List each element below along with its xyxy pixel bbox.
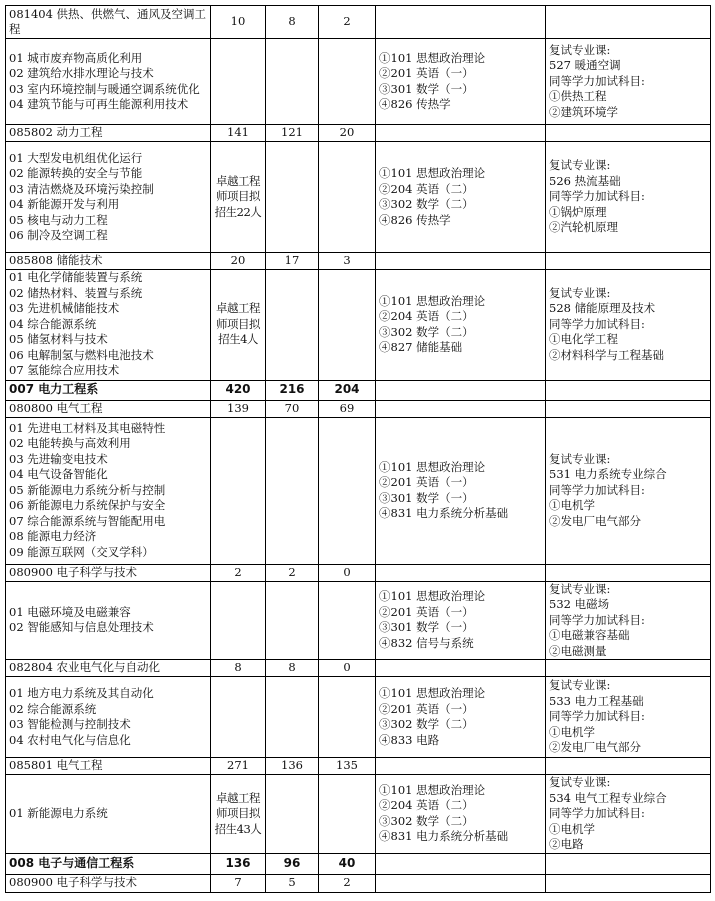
exam-subjects-line: ②201 英语（一） <box>379 604 474 619</box>
major-name: 081404 供热、供燃气、通风及空调工程 <box>6 6 211 39</box>
count-b-empty <box>319 142 376 253</box>
retest-subjects <box>546 775 711 854</box>
research-directions-line: 05 新能源电力系统分析与控制 <box>9 482 166 497</box>
research-directions-line: 03 室内环境控制与暖通空调系统优化 <box>9 81 200 96</box>
retest-subjects <box>546 677 711 758</box>
count-b: 69 <box>319 400 376 417</box>
retest-cell-empty <box>546 564 711 581</box>
retest-cell-empty <box>546 853 711 874</box>
total-count: 7 <box>211 874 266 892</box>
research-directions <box>6 269 211 380</box>
retest-subjects-line: ①电机学 <box>549 821 595 836</box>
research-directions-line: 04 综合能源系统 <box>9 316 97 331</box>
research-directions-line: 04 新能源开发与利用 <box>9 197 120 211</box>
research-directions-line: 02 综合能源系统 <box>9 701 97 716</box>
exam-cell-empty <box>376 6 546 39</box>
total-count: 2 <box>211 564 266 581</box>
major-row <box>6 758 711 775</box>
program-note <box>211 39 266 125</box>
exam-cell-empty <box>376 660 546 677</box>
research-directions-line: 06 制冷及空调工程 <box>9 228 108 242</box>
retest-subjects-line: ①电机学 <box>549 498 595 513</box>
direction-row <box>6 775 711 854</box>
count-b-empty <box>319 581 376 660</box>
total-count: 139 <box>211 400 266 417</box>
total-count: 8 <box>211 660 266 677</box>
retest-subjects-line: 同等学力加试科目: <box>549 189 645 204</box>
count-a: 2 <box>266 564 319 581</box>
major-row <box>6 660 711 677</box>
program-note <box>211 581 266 660</box>
major-row <box>6 400 711 417</box>
exam-subjects-line: ②201 英语（一） <box>379 66 474 80</box>
exam-subjects <box>376 269 546 380</box>
count-a-empty <box>266 581 319 660</box>
exam-subjects-line: ①101 思想政治理论 <box>379 293 486 308</box>
exam-subjects-line: ①101 思想政治理论 <box>379 459 486 474</box>
program-note-line: 师项目拟 <box>216 189 260 204</box>
department-row <box>6 853 711 874</box>
exam-subjects-line: ③301 数学（一） <box>379 490 474 505</box>
exam-subjects <box>376 39 546 125</box>
retest-subjects-line: ②电路 <box>549 837 584 851</box>
exam-subjects-line: ④827 储能基础 <box>379 340 463 354</box>
exam-subjects-line: ②204 英语（二） <box>379 798 474 813</box>
exam-subjects-line: ②204 英语（二） <box>379 181 474 196</box>
research-directions-line: 05 储氢材料与技术 <box>9 332 108 347</box>
retest-subjects-line: 同等学力加试科目: <box>549 73 645 88</box>
exam-cell-empty <box>376 400 546 417</box>
count-b-empty <box>319 417 376 564</box>
count-a: 8 <box>266 6 319 39</box>
count-b-empty <box>319 677 376 758</box>
count-b-empty <box>319 39 376 125</box>
retest-subjects-line: 复试专业课: <box>549 285 611 300</box>
count-a-empty <box>266 142 319 253</box>
retest-cell-empty <box>546 6 711 39</box>
program-note <box>211 142 266 253</box>
research-directions-line: 05 核电与动力工程 <box>9 212 108 227</box>
exam-cell-empty <box>376 125 546 142</box>
major-row <box>6 253 711 270</box>
exam-subjects-line: ④826 传热学 <box>379 212 451 227</box>
exam-subjects-line: ④833 电路 <box>379 732 440 747</box>
research-directions-line: 01 电化学储能装置与系统 <box>9 270 143 285</box>
exam-subjects-line: ①101 思想政治理论 <box>379 50 486 65</box>
research-directions-line: 04 农村电气化与信息化 <box>9 732 131 747</box>
exam-subjects-line: ①101 思想政治理论 <box>379 686 486 700</box>
major-name: 085802 动力工程 <box>6 125 211 142</box>
retest-subjects-line: 复试专业课: <box>549 775 611 789</box>
department-row <box>6 380 711 400</box>
count-a: 5 <box>266 874 319 892</box>
exam-subjects <box>376 677 546 758</box>
retest-subjects-line: ①锅炉原理 <box>549 204 607 219</box>
count-a: 96 <box>266 853 319 874</box>
retest-subjects-line: ②材料科学与工程基础 <box>549 347 664 362</box>
retest-subjects <box>546 39 711 125</box>
major-row <box>6 6 711 39</box>
retest-subjects <box>546 581 711 660</box>
exam-subjects-line: ④831 电力系统分析基础 <box>379 506 509 520</box>
program-note-line: 招生22人 <box>214 204 262 219</box>
research-directions <box>6 142 211 253</box>
research-directions-line: 02 智能感知与信息处理技术 <box>9 620 154 635</box>
count-b: 40 <box>319 853 376 874</box>
retest-subjects-line: 同等学力加试科目: <box>549 482 645 497</box>
major-row <box>6 564 711 581</box>
program-note-line: 师项目拟 <box>216 806 260 820</box>
count-b: 2 <box>319 874 376 892</box>
retest-subjects-line: 复试专业课: <box>549 451 611 466</box>
retest-subjects-line: ①电机学 <box>549 724 595 739</box>
count-b: 0 <box>319 564 376 581</box>
exam-subjects-line: ③301 数学（一） <box>379 81 474 96</box>
direction-row <box>6 39 711 125</box>
research-directions-line: 03 清洁燃烧及环境污染控制 <box>9 181 154 196</box>
count-b: 135 <box>319 758 376 775</box>
research-directions-line: 08 能源电力经济 <box>9 529 97 544</box>
count-a: 17 <box>266 253 319 270</box>
retest-subjects-line: 同等学力加试科目: <box>549 806 645 820</box>
research-directions-line: 01 地方电力系统及其自动化 <box>9 686 154 700</box>
research-directions-line: 09 能源互联网（交叉学科） <box>9 544 154 559</box>
program-note-line: 招生43人 <box>214 821 262 836</box>
program-note-line: 招生4人 <box>218 332 258 347</box>
direction-row <box>6 581 711 660</box>
retest-subjects-line: 复试专业课: <box>549 42 611 57</box>
total-count: 141 <box>211 125 266 142</box>
exam-subjects-line: ③302 数学（二） <box>379 813 474 828</box>
research-directions-line: 02 电能转换与高效利用 <box>9 436 131 451</box>
exam-cell-empty <box>376 380 546 400</box>
program-note <box>211 417 266 564</box>
count-a: 121 <box>266 125 319 142</box>
total-count: 271 <box>211 758 266 775</box>
research-directions-line: 01 先进电工材料及其电磁特性 <box>9 420 166 435</box>
total-count: 20 <box>211 253 266 270</box>
major-row <box>6 125 711 142</box>
exam-subjects-line: ④831 电力系统分析基础 <box>379 829 509 844</box>
retest-cell-empty <box>546 660 711 677</box>
count-b: 0 <box>319 660 376 677</box>
exam-subjects <box>376 581 546 660</box>
research-directions-line: 02 能源转换的安全与节能 <box>9 166 143 180</box>
retest-subjects-line: ①电化学工程 <box>549 332 618 347</box>
major-name: 080900 电子科学与技术 <box>6 564 211 581</box>
exam-subjects-line: ③302 数学（二） <box>379 717 474 731</box>
exam-subjects-line: ①101 思想政治理论 <box>379 782 486 797</box>
major-name: 080800 电气工程 <box>6 400 211 417</box>
exam-subjects-line: ②201 英语（一） <box>379 475 474 489</box>
exam-subjects <box>376 775 546 854</box>
total-count: 136 <box>211 853 266 874</box>
count-a-empty <box>266 269 319 380</box>
research-directions-line: 03 先进机械储能技术 <box>9 301 120 316</box>
exam-subjects-line: ④832 信号与系统 <box>379 635 474 650</box>
retest-subjects-line: 同等学力加试科目: <box>549 612 645 627</box>
retest-cell-empty <box>546 874 711 892</box>
program-note-line: 卓越工程 <box>216 790 260 805</box>
count-a-empty <box>266 677 319 758</box>
exam-subjects-line: ③302 数学（二） <box>379 197 474 211</box>
retest-subjects-line: 528 储能原理及技术 <box>549 301 656 316</box>
research-directions <box>6 581 211 660</box>
program-note <box>211 775 266 854</box>
retest-subjects-line: 534 电气工程专业综合 <box>549 790 667 805</box>
exam-subjects-line: ②204 英语（二） <box>379 309 474 323</box>
exam-subjects-line: ④826 传热学 <box>379 97 451 111</box>
research-directions-line: 02 建筑给水排水理论与技术 <box>9 66 154 80</box>
retest-subjects <box>546 417 711 564</box>
research-directions-line: 01 大型发电机组优化运行 <box>9 150 143 165</box>
retest-cell-empty <box>546 380 711 400</box>
major-name: 080900 电子科学与技术 <box>6 874 211 892</box>
program-note-line: 师项目拟 <box>216 316 260 331</box>
major-name: 085808 储能技术 <box>6 253 211 270</box>
count-a: 136 <box>266 758 319 775</box>
count-a: 70 <box>266 400 319 417</box>
count-b: 20 <box>319 125 376 142</box>
retest-subjects-line: ②建筑环境学 <box>549 104 618 119</box>
research-directions-line: 03 先进输变电技术 <box>9 451 108 466</box>
exam-subjects-line: ①101 思想政治理论 <box>379 166 486 180</box>
major-name: 008 电子与通信工程系 <box>6 853 211 874</box>
retest-subjects-line: 532 电磁场 <box>549 597 610 611</box>
count-a: 216 <box>266 380 319 400</box>
major-row <box>6 874 711 892</box>
enrollment-table <box>5 5 711 893</box>
retest-subjects-line: ①电磁兼容基础 <box>549 628 630 642</box>
retest-subjects-line: 复试专业课: <box>549 581 611 596</box>
total-count: 420 <box>211 380 266 400</box>
count-a-empty <box>266 775 319 854</box>
retest-subjects <box>546 269 711 380</box>
research-directions-line: 01 新能源电力系统 <box>9 806 108 820</box>
exam-subjects-line: ③301 数学（一） <box>379 620 474 635</box>
exam-subjects-line: ③302 数学（二） <box>379 324 474 339</box>
research-directions-line: 07 氢能综合应用技术 <box>9 363 120 378</box>
research-directions-line: 04 电气设备智能化 <box>9 467 108 482</box>
retest-subjects-line: 533 电力工程基础 <box>549 693 644 708</box>
research-directions <box>6 677 211 758</box>
research-directions-line: 03 智能检测与控制技术 <box>9 717 131 731</box>
exam-subjects <box>376 142 546 253</box>
retest-subjects-line: ①供热工程 <box>549 89 607 104</box>
count-b: 3 <box>319 253 376 270</box>
direction-row <box>6 142 711 253</box>
total-count: 10 <box>211 6 266 39</box>
retest-subjects-line: ②电磁测量 <box>549 643 607 658</box>
research-directions-line: 01 城市废弃物高质化利用 <box>9 50 143 65</box>
retest-subjects-line: ②汽轮机原理 <box>549 220 618 235</box>
exam-cell-empty <box>376 564 546 581</box>
count-a-empty <box>266 39 319 125</box>
research-directions-line: 01 电磁环境及电磁兼容 <box>9 604 131 619</box>
retest-cell-empty <box>546 125 711 142</box>
major-name: 082804 农业电气化与自动化 <box>6 660 211 677</box>
research-directions-line: 07 综合能源系统与智能配用电 <box>9 513 166 528</box>
retest-subjects-line: ②发电厂电气部分 <box>549 740 641 755</box>
research-directions-line: 06 电解制氢与燃料电池技术 <box>9 347 154 362</box>
retest-cell-empty <box>546 758 711 775</box>
retest-subjects <box>546 142 711 253</box>
major-name: 085801 电气工程 <box>6 758 211 775</box>
retest-subjects-line: 526 热流基础 <box>549 173 621 188</box>
direction-row <box>6 417 711 564</box>
retest-subjects-line: 527 暖通空调 <box>549 58 621 73</box>
research-directions <box>6 39 211 125</box>
exam-cell-empty <box>376 253 546 270</box>
retest-cell-empty <box>546 400 711 417</box>
research-directions <box>6 417 211 564</box>
program-note-line: 卓越工程 <box>216 301 260 316</box>
retest-subjects-line: 复试专业课: <box>549 678 611 693</box>
program-note-line: 卓越工程 <box>216 173 260 188</box>
major-name: 007 电力工程系 <box>6 380 211 400</box>
direction-row <box>6 677 711 758</box>
exam-subjects-line: ①101 思想政治理论 <box>379 589 486 604</box>
count-b-empty <box>319 269 376 380</box>
count-a-empty <box>266 417 319 564</box>
count-b: 204 <box>319 380 376 400</box>
retest-cell-empty <box>546 253 711 270</box>
count-b-empty <box>319 775 376 854</box>
retest-subjects-line: 同等学力加试科目: <box>549 316 645 331</box>
exam-subjects-line: ②201 英语（一） <box>379 701 474 716</box>
research-directions-line: 04 建筑节能与可再生能源利用技术 <box>9 97 189 111</box>
exam-subjects <box>376 417 546 564</box>
research-directions <box>6 775 211 854</box>
program-note <box>211 269 266 380</box>
exam-cell-empty <box>376 853 546 874</box>
count-a: 8 <box>266 660 319 677</box>
program-note <box>211 677 266 758</box>
retest-subjects-line: ②发电厂电气部分 <box>549 513 641 528</box>
retest-subjects-line: 复试专业课: <box>549 158 611 173</box>
exam-cell-empty <box>376 758 546 775</box>
retest-subjects-line: 531 电力系统专业综合 <box>549 467 667 482</box>
research-directions-line: 06 新能源电力系统保护与安全 <box>9 498 166 513</box>
count-b: 2 <box>319 6 376 39</box>
exam-cell-empty <box>376 874 546 892</box>
research-directions-line: 02 储热材料、装置与系统 <box>9 285 143 300</box>
direction-row <box>6 269 711 380</box>
retest-subjects-line: 同等学力加试科目: <box>549 709 645 724</box>
